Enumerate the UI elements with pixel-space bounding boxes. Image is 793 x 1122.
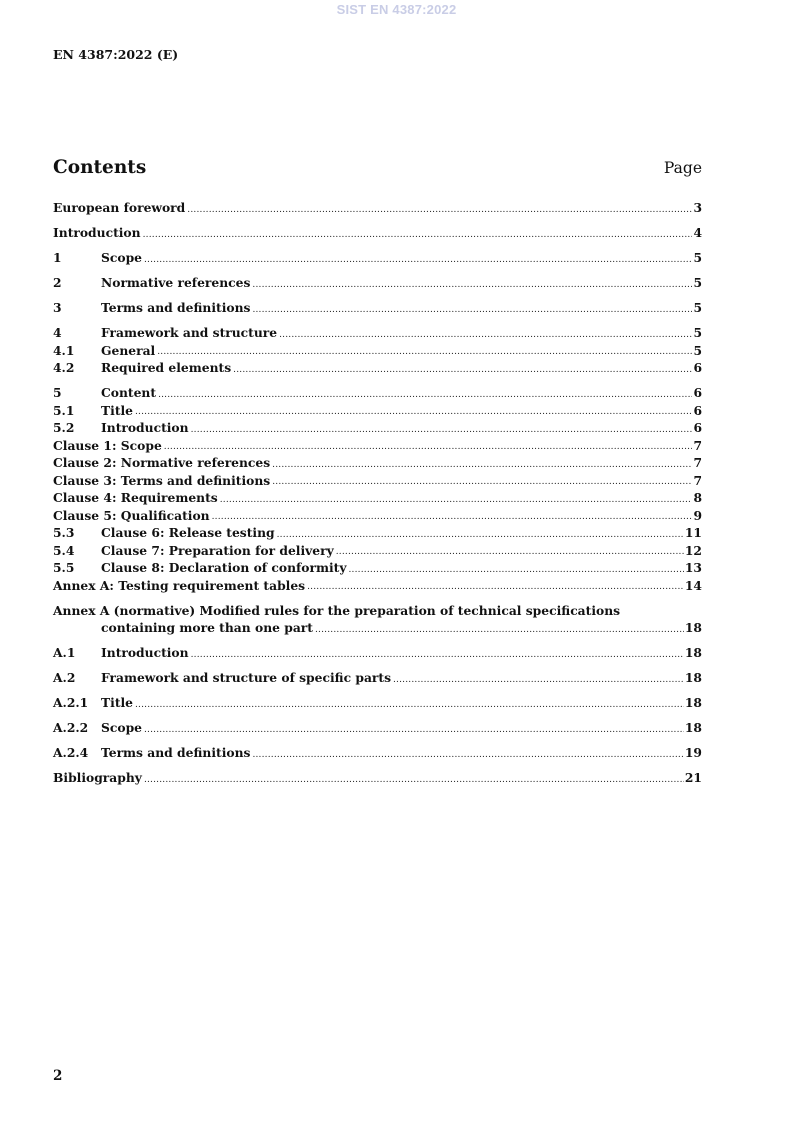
toc-entry-title: Title [101,402,133,418]
toc-entry-title: Clause 7: Preparation for delivery [101,542,334,558]
toc-entry-number: 5.4 [53,542,75,558]
dot-leader [144,723,684,737]
dot-leader [252,748,683,762]
dot-leader [144,773,684,787]
toc-entry-title: containing more than one part [101,620,313,635]
toc-entry-number: 5.1 [53,402,75,418]
toc-entry-clause-7[interactable] [53,542,702,560]
dot-leader [212,510,693,524]
dot-leader [307,580,684,594]
dot-leader [191,648,684,662]
toc-entry-page: 21 [684,770,702,785]
dot-leader [220,493,693,507]
toc-entry-number: A.1 [53,645,76,660]
toc-entry-clause-1[interactable] [53,437,702,455]
toc-entry-title: Clause 5: Qualification [53,507,210,523]
toc-entry-number: 5.5 [53,560,75,575]
toc-entry-terms-definitions[interactable] [53,299,702,317]
toc-entry-title: Clause 1: Scope [53,437,162,453]
toc-entry-a2-framework[interactable] [53,669,702,687]
toc-entry-title: General [101,342,156,358]
toc-entry-page: 5 [693,250,702,265]
toc-entry-title: Clause 4: Requirements [53,490,218,505]
toc-entry-annex-a-tables[interactable] [53,577,702,595]
toc-entry-number: 3 [53,300,62,315]
toc-entry-clause-3[interactable] [53,472,702,490]
toc-entry-page: 18 [684,645,702,660]
dot-leader [157,345,692,359]
toc-entry-introduction[interactable] [53,224,702,242]
toc-entry-page: 12 [684,542,702,558]
toc-entry-title: Required elements [101,360,232,375]
toc-entry-page: 3 [693,200,702,215]
dot-leader [252,303,692,317]
toc-entry-number: 4.2 [53,360,75,375]
toc-entry-page: 18 [684,620,702,635]
toc-entry-title: Clause 2: Normative references [53,455,271,470]
toc-entry-title: Bibliography [53,770,142,785]
toc-entry-title: Terms and definitions [101,745,251,760]
dot-leader [143,228,693,242]
watermark-text: SIST EN 4387:2022 [336,2,457,17]
toc-entry-title: Annex A (normative) Modified rules for the preparation of technical specifications [53,602,621,618]
toc-entry-number: 5 [53,385,62,400]
dot-leader [187,203,692,217]
toc-entry-number: 4 [53,325,62,340]
toc-entry-title: Content [101,385,157,400]
toc-entry-number: 2 [53,275,62,290]
toc-entry-title: Annex A: Testing requirement tables [53,577,306,593]
toc-entry-number: 5.3 [53,525,75,540]
toc-entry-content[interactable] [53,384,702,402]
toc-entry-normative-references[interactable] [53,274,702,292]
document-id: EN 4387:2022 (E) [53,47,179,62]
toc-entry-a24-terms[interactable] [53,744,702,762]
toc-entry-european-foreword[interactable] [53,199,702,217]
toc-entry-page: 7 [693,455,702,470]
table-of-contents [53,199,702,787]
toc-entry-framework-structure[interactable] [53,324,702,342]
toc-entry-title: Clause 8: Declaration of conformity [101,560,347,575]
toc-entry-number: 4.1 [53,342,75,358]
toc-entry-annex-a-normative[interactable] [53,602,702,620]
toc-entry-a21-title[interactable] [53,694,702,712]
toc-entry-number: A.2 [53,670,76,685]
toc-entry-general[interactable] [53,342,702,360]
dot-leader [135,405,692,419]
toc-entry-required-elements[interactable] [53,359,702,377]
toc-entry-page: 4 [693,225,702,240]
toc-entry-page: 19 [684,745,702,760]
toc-entry-title: Normative references [101,275,251,290]
dot-leader [158,388,692,402]
toc-entry-introduction-5-2[interactable] [53,419,702,437]
toc-entry-clause-6[interactable] [53,524,702,542]
toc-entry-number: A.2.1 [53,695,89,710]
toc-entry-clause-5[interactable] [53,507,702,525]
toc-entry-title: Introduction [101,645,189,660]
dot-leader [272,475,692,489]
toc-entry-clause-4[interactable] [53,489,702,507]
toc-entry-scope[interactable] [53,249,702,267]
dot-leader [393,673,684,687]
dot-leader [233,363,692,377]
dot-leader [349,563,684,577]
toc-entry-a1-introduction[interactable] [53,644,702,662]
toc-entry-page: 7 [693,437,702,453]
toc-entry-number: 5.2 [53,420,75,435]
toc-entry-page: 5 [693,275,702,290]
toc-entry-number: A.2.2 [53,720,89,735]
dot-leader [336,545,684,559]
dot-leader [164,440,693,454]
toc-entry-annex-a-continuation[interactable] [53,619,702,637]
page-column-label: Page [663,159,702,177]
toc-entry-page: 6 [693,385,702,400]
toc-entry-page: 5 [693,300,702,315]
toc-entry-page: 6 [693,360,702,375]
toc-entry-title: Title [101,695,133,710]
toc-entry-page: 7 [693,472,702,488]
toc-entry-title: Terms and definitions [101,300,251,315]
toc-entry-clause-2[interactable] [53,454,702,472]
dot-leader [191,423,693,437]
toc-entry-clause-8[interactable] [53,559,702,577]
toc-entry-number: 1 [53,250,62,265]
toc-entry-title: Scope [101,720,142,735]
page-number: 2 [53,1068,63,1084]
toc-entry-title: Introduction [53,225,141,240]
toc-entry-page: 8 [693,490,702,505]
toc-entry-page: 6 [693,402,702,418]
dot-leader [279,328,692,342]
toc-entry-page: 18 [684,695,702,710]
dot-leader [135,698,684,712]
dot-leader [315,623,684,637]
toc-entry-a22-scope[interactable] [53,719,702,737]
toc-entry-page: 5 [693,342,702,358]
toc-entry-number: A.2.4 [53,745,89,760]
toc-entry-page: 18 [684,670,702,685]
dot-leader [252,278,692,292]
toc-entry-title-section[interactable] [53,402,702,420]
toc-entry-title: Clause 6: Release testing [101,525,275,540]
toc-entry-title: Framework and structure [101,325,278,340]
toc-entry-title: Framework and structure of specific parts [101,670,391,685]
toc-entry-page: 6 [693,420,702,435]
toc-entry-title: Scope [101,250,142,265]
toc-entry-page: 18 [684,720,702,735]
toc-entry-bibliography[interactable] [53,769,702,787]
toc-entry-page: 14 [684,577,702,593]
dot-leader [277,528,684,542]
toc-entry-page: 9 [693,507,702,523]
toc-entry-page: 5 [693,325,702,340]
toc-entry-title: European foreword [53,200,186,215]
toc-entry-title: Clause 3: Terms and definitions [53,472,271,488]
toc-entry-page: 11 [684,525,702,540]
dot-leader [144,253,692,267]
toc-entry-page: 13 [684,560,702,575]
dot-leader [272,458,692,472]
contents-heading: Contents [53,157,147,178]
toc-entry-title: Introduction [101,420,189,435]
